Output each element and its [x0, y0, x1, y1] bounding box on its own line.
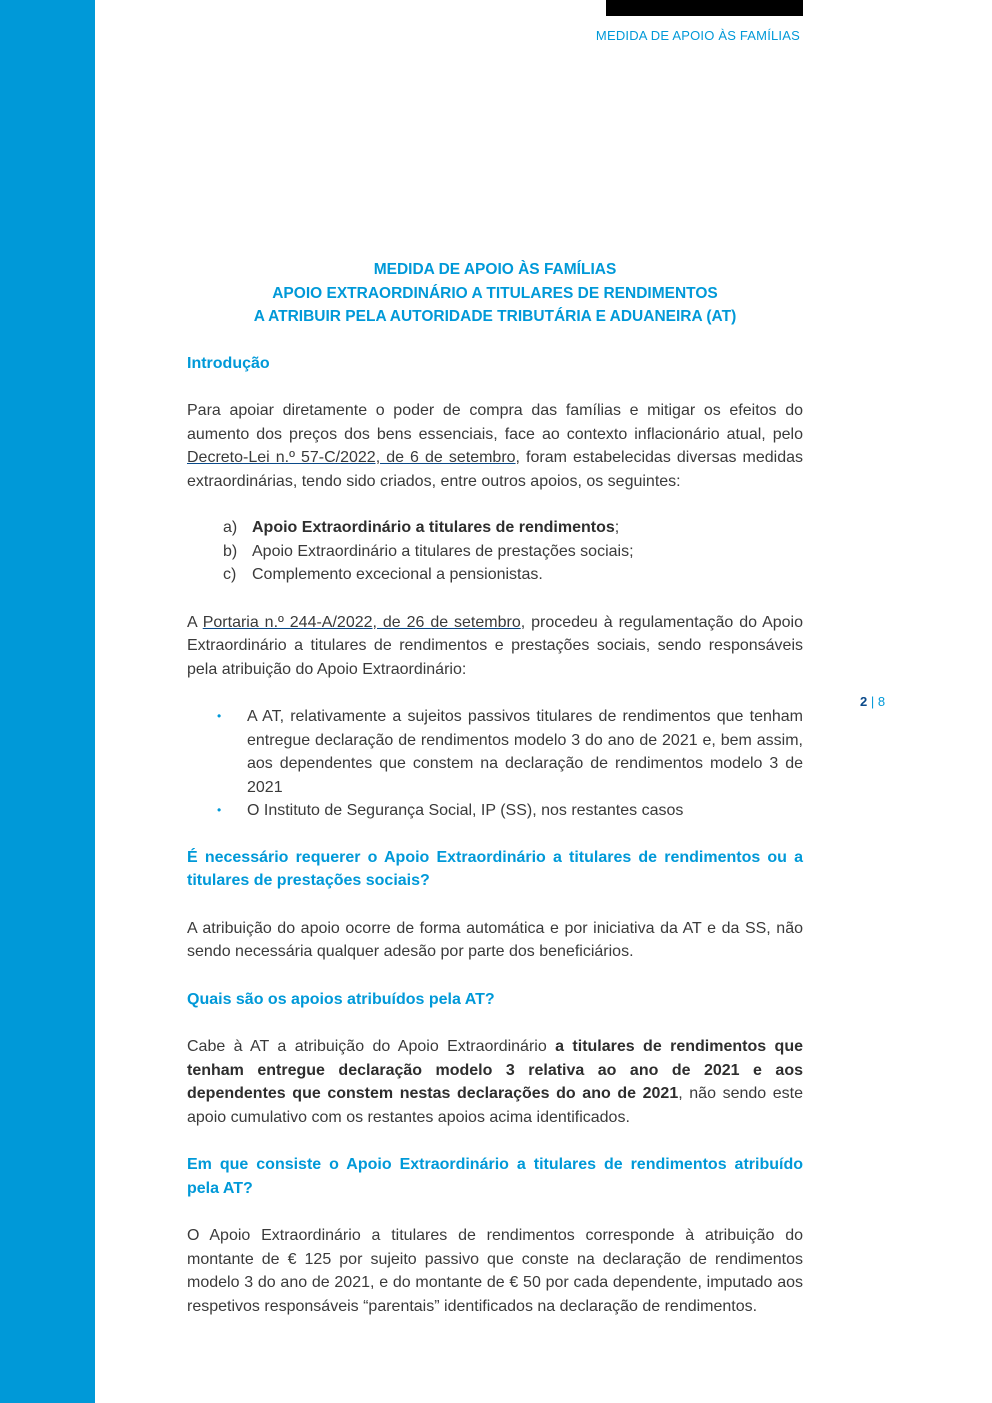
intro-p2-text-b: , procedeu à regulamentação do Apoio Extraordinário a titulares de rendimentos e prestações sociais, sendo responsáveis pela atribuição do Apoio Extraordinário:: [187, 613, 803, 678]
decreto-lei-link[interactable]: Decreto-Lei n.º 57-C/2022, de 6 de setembro: [187, 449, 516, 466]
intro-paragraph-1: [187, 399, 803, 493]
title-line-1: MEDIDA DE APOIO ÀS FAMÍLIAS: [373, 261, 617, 278]
q1-answer: A atribuição do apoio ocorre de forma automática e por iniciativa da AT e da SS, não sendo necessária qualquer adesão por parte dos beneficiários.: [187, 919, 803, 960]
responsible-entities-list: [187, 705, 803, 823]
intro-p1-text-b: , foram estabelecidas diversas medidas extraordinárias, tendo sido criados, entre outros apoios, os seguintes:: [187, 449, 803, 490]
bullet-icon: •: [217, 709, 222, 723]
portaria-link[interactable]: Portaria n.º 244-A/2022, de 26 de setembro: [202, 613, 521, 631]
running-header: MEDIDA DE APOIO ÀS FAMÍLIAS: [595, 28, 800, 43]
list-item: [223, 563, 803, 587]
page-total: 8: [877, 694, 886, 709]
q1-heading: É necessário requerer o Apoio Extraordinário a titulares de rendimentos ou a titulares de prestações sociais?: [187, 848, 803, 889]
q2-answer-text-a: Cabe à AT a atribuição do Apoio Extraordinário: [187, 1038, 556, 1055]
list-marker: b): [223, 542, 238, 560]
bullet-icon: •: [217, 803, 222, 817]
header-black-bar: [606, 0, 803, 16]
q3-answer: O Apoio Extraordinário a titulares de rendimentos corresponde à atribuição do montante de € 125 por sujeito passivo que conste na declaração de rendimentos modelo 3 do ano de 2021, e do montante de € 50 por cada dependente, imputado aos respetivos responsáveis “parentais” identificados na declaração de rendimentos.: [187, 1227, 803, 1315]
bullet-text: A AT, relativamente a sujeitos passivos titulares de rendimentos que tenham entregue declaração de rendimentos modelo 3 do ano de 2021 e, bem assim, aos dependentes que constem na declaração de rendimentos modelo 3 de 2021: [247, 708, 803, 796]
q2-answer-bold: a titulares de rendimentos que tenham entregue declaração modelo 3 relativa ao ano de 2021 e aos dependentes que constem nestas declarações do ano de 2021: [187, 1038, 803, 1102]
q2-answer-text-b: , não sendo este apoio cumulativo com os restantes apoios acima identificados.: [187, 1085, 804, 1126]
document-body: [187, 258, 803, 1318]
list-marker: a): [223, 519, 238, 536]
sidebar-band: [0, 0, 95, 1403]
page-number: [860, 694, 885, 709]
intro-heading: Introdução: [187, 354, 270, 372]
title-line-3: A ATRIBUIR PELA AUTORIDADE TRIBUTÁRIA E ADUANEIRA (AT): [253, 308, 737, 325]
title-line-2: APOIO EXTRAORDINÁRIO A TITULARES DE RENDIMENTOS: [272, 284, 718, 302]
list-item-suffix: ;: [614, 519, 620, 536]
bullet-text: O Instituto de Segurança Social, IP (SS), nos restantes casos: [247, 802, 684, 819]
list-item: [223, 540, 803, 564]
list-item-text: Apoio Extraordinário a titulares de rendimentos: [252, 519, 615, 536]
list-item-text: Complemento excecional a pensionistas.: [252, 566, 543, 583]
support-measures-list: [187, 516, 803, 587]
bullet-item: [217, 705, 803, 799]
intro-p1-text-a: Para apoiar diretamente o poder de compra das famílias e mitigar os efeitos do aumento dos preços dos bens essenciais, face ao contexto inflacionário atual, pelo: [187, 402, 803, 443]
intro-paragraph-2: [187, 611, 803, 682]
bullet-item: [217, 799, 803, 823]
q2-answer: [187, 1035, 803, 1129]
page-current: 2: [860, 694, 868, 709]
q3-heading: Em que consiste o Apoio Extraordinário a titulares de rendimentos atribuído pela AT?: [187, 1156, 803, 1197]
page-separator: |: [867, 694, 878, 709]
intro-p2-text-a: A: [187, 613, 203, 631]
q2-heading: Quais são os apoios atribuídos pela AT?: [187, 990, 495, 1008]
list-item-text: Apoio Extraordinário a titulares de prestações sociais;: [252, 542, 634, 560]
list-marker: c): [223, 566, 237, 583]
list-item: [223, 516, 803, 540]
